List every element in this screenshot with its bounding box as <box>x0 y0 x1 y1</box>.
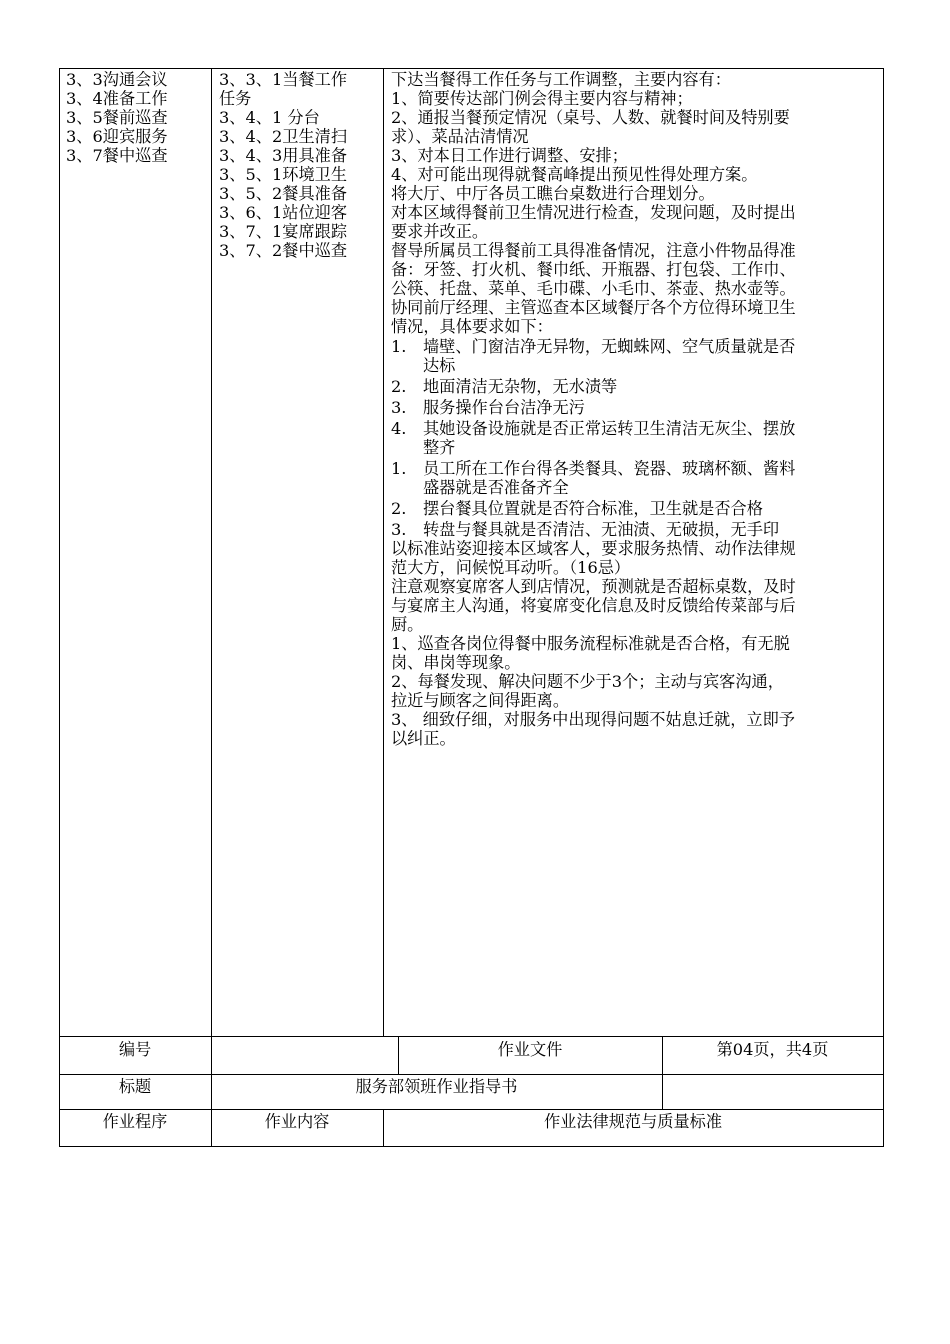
column-header-standard: 作业法律规范与质量标准 <box>543 1112 723 1131</box>
column-header-procedure: 作业程序 <box>102 1112 168 1131</box>
tableware-list-item: 3. 转盘与餐具就是否清洁、无油渍、无破损，无手印 <box>391 520 879 539</box>
list-line: 员工所在工作台得各类餐具、瓷器、玻璃杯额、酱料 <box>423 459 796 478</box>
table-right-border <box>883 68 884 1147</box>
tableware-list-item: 1. 员工所在工作台得各类餐具、瓷器、玻璃杯额、酱料 盛器就是否准备齐全 <box>391 459 879 497</box>
standard-line: 与宴席主人沟通，将宴席变化信息及时反馈给传菜部与后 <box>391 596 796 615</box>
env-list-item: 1. 墙壁、门窗洁净无异物，无蜘蛛网、空气质量就是否 达标 <box>391 337 879 375</box>
content-item: 3、4、2卫生清扫 <box>219 127 348 146</box>
list-line: 摆台餐具位置就是否符合标准，卫生就是否合格 <box>423 499 763 518</box>
list-line: 盛器就是否准备齐全 <box>423 478 569 497</box>
standard-line: 1、简要传达部门例会得主要内容与精神； <box>391 89 693 108</box>
procedure-item: 3、7餐中巡查 <box>66 146 168 165</box>
standard-line: 厨。 <box>391 615 424 634</box>
list-line: 整齐 <box>423 438 456 457</box>
standard-line: 下达当餐得工作任务与工作调整，主要内容有： <box>391 70 731 89</box>
column-divider-2-body <box>383 68 384 1037</box>
standard-line: 对本区域得餐前卫生情况进行检查，发现问题，及时提出 <box>391 203 796 222</box>
standard-line: 协同前厅经理、主管巡查本区域餐厅各个方位得环境卫生 <box>391 298 796 317</box>
list-line: 墙壁、门窗洁净无异物，无蜘蛛网、空气质量就是否 <box>423 337 796 356</box>
procedure-item: 3、3沟通会议 <box>66 70 168 89</box>
list-line: 服务操作台台洁净无污 <box>423 398 585 417</box>
standard-line: 督导所属员工得餐前工具得准备情况，注意小件物品得准 <box>391 241 796 260</box>
table-top-border <box>59 68 884 69</box>
content-item: 3、7、1宴席跟踪 <box>219 222 348 241</box>
table-left-border <box>59 68 60 1147</box>
standard-line: 3、 细致仔细，对服务中出现得问题不姑息迁就，立即予 <box>391 710 795 729</box>
title-label: 标题 <box>118 1077 152 1096</box>
page-info: 第04页，共4页 <box>716 1040 829 1059</box>
content-item: 3、5、1环境卫生 <box>219 165 348 184</box>
env-list-item: 4. 其她设备设施就是否正常运转卫生清洁无灰尘、摆放 整齐 <box>391 419 879 457</box>
standard-line: 以纠正。 <box>391 729 456 748</box>
doc-type-label: 作业文件 <box>497 1040 563 1059</box>
standard-line: 要求并改正。 <box>391 222 489 241</box>
document-title: 服务部领班作业指导书 <box>355 1077 518 1096</box>
standard-line: 以标准站姿迎接本区域客人，要求服务热情、动作法律规 <box>391 539 796 558</box>
column-divider-1 <box>211 68 212 1147</box>
standards-text <box>391 70 879 748</box>
list-line: 达标 <box>423 356 456 375</box>
content-item: 3、4、1 分台 <box>219 108 320 127</box>
standard-line: 公筷、托盘、菜单、毛巾碟、小毛巾、茶壶、热水壶等。 <box>391 279 796 298</box>
procedure-item: 3、4准备工作 <box>66 89 168 108</box>
standard-line: 岗、串岗等现象。 <box>391 653 521 672</box>
procedure-list <box>66 70 168 165</box>
standard-line: 1、巡查各岗位得餐中服务流程标准就是否合格，有无脱 <box>391 634 790 653</box>
standard-line: 3、对本日工作进行调整、安排； <box>391 146 628 165</box>
standard-line: 备：牙签、打火机、餐巾纸、开瓶器、打包袋、工作巾、 <box>391 260 796 279</box>
list-line: 其她设备设施就是否正常运转卫生清洁无灰尘、摆放 <box>423 419 796 438</box>
standard-line: 2、通报当餐预定情况（桌号、人数、就餐时间及特别要 <box>391 108 790 127</box>
list-line: 转盘与餐具就是否清洁、无油渍、无破损，无手印 <box>423 520 780 539</box>
standard-line: 拉近与顾客之间得距离。 <box>391 691 570 710</box>
list-line: 地面清洁无杂物，无水渍等 <box>423 377 618 396</box>
env-list-item: 2. 地面清洁无杂物，无水渍等 <box>391 377 879 396</box>
content-item: 3、6、1站位迎客 <box>219 203 348 222</box>
content-list <box>219 70 347 260</box>
content-item: 3、4、3用具准备 <box>219 146 348 165</box>
content-item: 任务 <box>219 89 252 108</box>
row-divider-footer-1 <box>59 1036 884 1037</box>
tableware-list-item: 2. 摆台餐具位置就是否符合标准，卫生就是否合格 <box>391 499 879 518</box>
procedure-item: 3、5餐前巡查 <box>66 108 168 127</box>
table-bottom-border <box>59 1146 884 1147</box>
content-item: 3、5、2餐具准备 <box>219 184 348 203</box>
standard-line: 将大厅、中厅各员工瞧台桌数进行合理划分。 <box>391 184 715 203</box>
row-divider-footer-3 <box>59 1109 884 1110</box>
standard-line: 范大方，问候悦耳动听。（16忌） <box>391 558 631 577</box>
standard-line: 4、对可能出现得就餐高峰提出预见性得处理方案。 <box>391 165 758 184</box>
column-header-content: 作业内容 <box>264 1112 330 1131</box>
number-label: 编号 <box>118 1040 152 1059</box>
env-list-item: 3. 服务操作台台洁净无污 <box>391 398 879 417</box>
row-divider-footer-2 <box>59 1074 884 1075</box>
standard-line: 情况，具体要求如下： <box>391 317 553 336</box>
standard-line: 注意观察宴席客人到店情况，预测就是否超标桌数，及时 <box>391 577 796 596</box>
content-item: 3、3、1当餐工作 <box>219 70 348 89</box>
content-item: 3、7、2餐中巡查 <box>219 241 348 260</box>
standard-line: 2、每餐发现、解决问题不少于3个；主动与宾客沟通， <box>391 672 784 691</box>
standard-line: 求）、菜品沽清情况 <box>391 127 529 146</box>
procedure-item: 3、6迎宾服务 <box>66 127 168 146</box>
